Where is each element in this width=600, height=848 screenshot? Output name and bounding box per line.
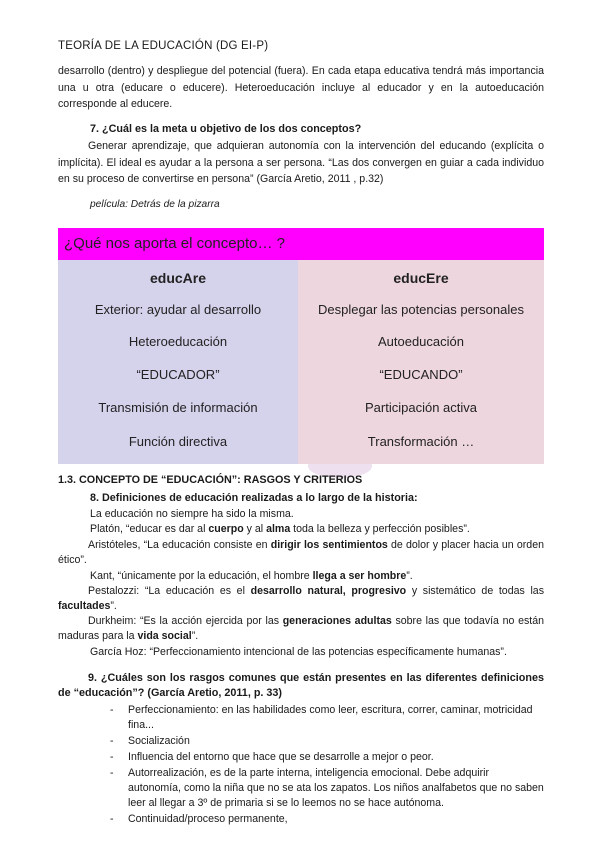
definition-line: La educación no siempre ha sido la misma.: [90, 508, 294, 520]
section-title: 1.3. CONCEPTO DE “EDUCACIÓN”: RASGOS Y CRITERIOS: [58, 474, 363, 486]
list-item: - Autorrealización, es de la parte interna, inteligencia emocional. Debe adquirir autonomía, como la niña que no se ata los zapatos. Los niños analfabetos que no saben leer al llegar a 3º de primaria si se lo leemos no se hace autónoma.: [110, 766, 544, 811]
educare-row: Función directiva: [128, 434, 228, 449]
definition-aristoteles: Aristóteles, “La educación consiste en dirigir los sentimientos de dolor y placer hacia un orden ético”.: [58, 539, 544, 566]
question-9-title: 9. ¿Cuáles son los rasgos comunes que están presentes en las diferentes definiciones de “educación”? (García Aretio, 2011, p. 33): [58, 672, 544, 699]
educare-column: [58, 260, 298, 464]
list-item: - Socialización: [110, 734, 544, 749]
educare-row: Exterior: ayudar al desarrollo: [94, 302, 262, 317]
list-item: - Perfeccionamiento: en las habilidades como leer, escritura, correr, caminar, motricidad fina...: [110, 703, 544, 733]
educere-row: Autoeducación: [377, 334, 464, 349]
question-7-answer: Generar aprendizaje, que adquieran autonomía con la intervención del educando (explícita o implícita). El ideal es ayudar a la persona a ser persona. “Las dos convergen en guiar a cada individuo en su proceso de convertirse en persona” (García Aretio, 2011 , p.32): [58, 140, 544, 185]
list-item: - Influencia del entorno que hace que se desarrolle a mejor o peor.: [110, 750, 544, 765]
intro-paragraph: desarrollo (dentro) y despliegue del potencial (fuera). En cada etapa educativa tendrá más importancia una u otra (educare o educere). Heteroeducación incluye al educador y en la autoeducación corresponde al educere.: [58, 65, 544, 110]
educare-row: Heteroeducación: [128, 334, 228, 349]
common-traits-list: [110, 703, 544, 828]
educare-row: Transmisión de información: [98, 400, 258, 415]
definition-platon: Platón, “educar es dar al cuerpo y al alma toda la belleza y perfección posibles”.: [90, 523, 470, 535]
educere-column: [298, 260, 544, 464]
film-reference: película: Detrás de la pizarra: [90, 199, 220, 210]
educere-row: Desplegar las potencias personales: [318, 302, 524, 317]
question-7-title: 7. ¿Cuál es la meta u objetivo de los dos conceptos?: [90, 123, 362, 135]
concept-comparison-image: [58, 228, 544, 464]
educere-row: Transformación …: [367, 434, 475, 449]
concept-banner: ¿Qué nos aporta el concepto… ?: [58, 228, 544, 260]
question-8-title: 8. Definiciones de educación realizadas a lo largo de la historia:: [90, 492, 418, 504]
educere-row: Participación activa: [365, 400, 477, 415]
educare-row: “EDUCADOR”: [136, 367, 220, 382]
definition-durkheim: Durkheim: “Es la acción ejercida por las generaciones adultas sobre las que todavía no están maduras para la vida social”.: [58, 615, 544, 642]
definition-garcia-hoz: García Hoz: “Perfeccionamiento intencional de las potencias específicamente humanas”.: [90, 646, 507, 658]
definition-kant: Kant, “únicamente por la educación, el hombre llega a ser hombre”.: [90, 570, 413, 582]
definition-pestalozzi: Pestalozzi: “La educación es el desarrollo natural, progresivo y sistemático de todas las facultades”.: [58, 585, 544, 612]
educare-heading: educAre: [149, 270, 207, 286]
page-header: TEORÍA DE LA EDUCACIÓN (DG EI-P): [58, 40, 269, 52]
educere-heading: educEre: [393, 270, 449, 286]
list-item: - Continuidad/proceso permanente,: [110, 812, 544, 827]
educere-row: “EDUCANDO”: [379, 367, 463, 382]
